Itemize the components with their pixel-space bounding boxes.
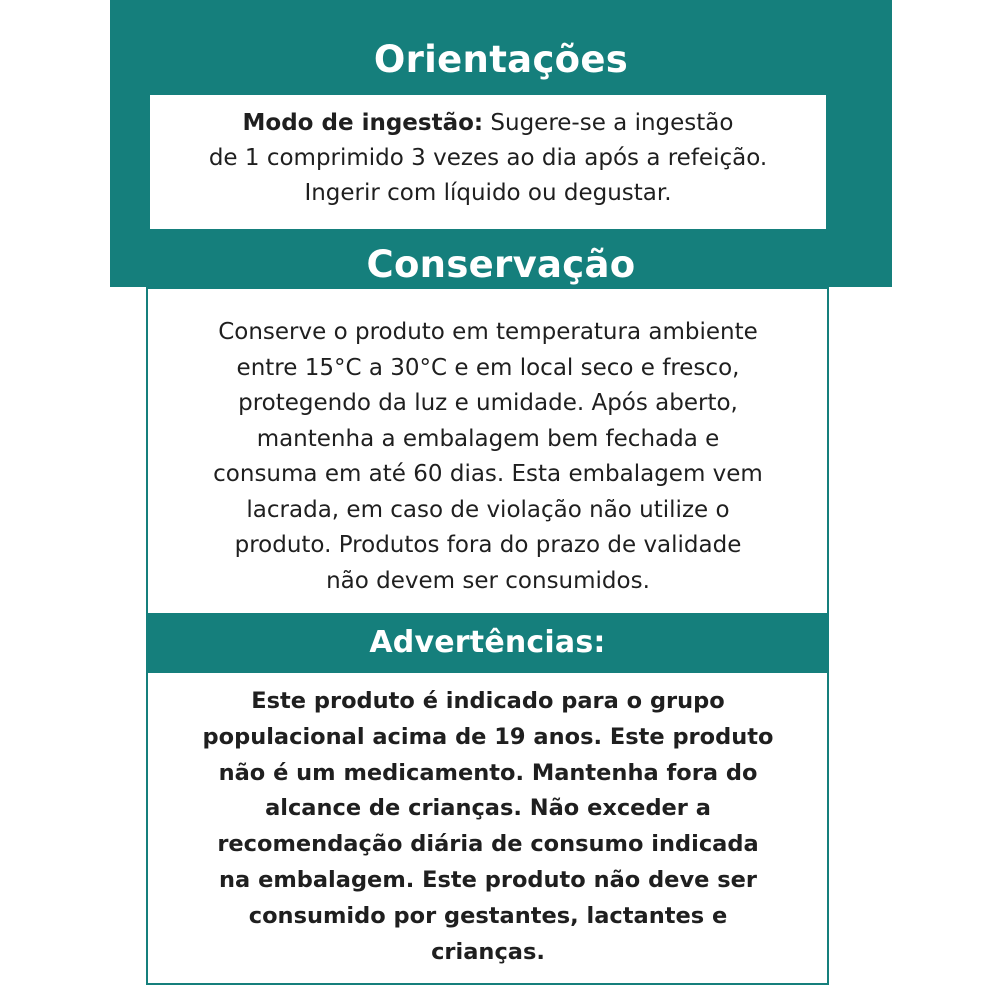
- advertencias-line: não é um medicamento. Mantenha fora do: [218, 759, 758, 786]
- conservacao-line: Conserve o produto em temperatura ambiente: [218, 319, 758, 345]
- orientacoes-line-2: de 1 comprimido 3 vezes ao dia após a refeição.: [208, 145, 768, 171]
- advertencias-line: alcance de crianças. Não exceder a: [265, 795, 711, 822]
- conservacao-line: produto. Produtos fora do prazo de validade: [234, 532, 742, 558]
- conservacao-line: protegendo da luz e umidade. Após aberto,: [238, 390, 738, 416]
- orientacoes-line-3: Ingerir com líquido ou degustar.: [304, 180, 672, 206]
- orientacoes-title: Orientações: [373, 38, 629, 81]
- modo-ingestao-label: Modo de ingestão:: [242, 110, 484, 136]
- advertencias-line: crianças.: [431, 938, 545, 965]
- advertencias-line: consumido por gestantes, lactantes e: [248, 902, 728, 929]
- advertencias-line: recomendação diária de consumo indicada: [217, 831, 759, 858]
- conservacao-title: Conservação: [366, 243, 636, 286]
- orientacoes-line-1-text: Sugere-se a ingestão: [483, 110, 734, 136]
- advertencias-title: Advertências:: [146, 613, 829, 673]
- conservacao-panel: [150, 305, 826, 612]
- advertencias-panel: [150, 680, 826, 980]
- conservacao-line: mantenha a embalagem bem fechada e: [256, 425, 720, 452]
- conservacao-line: lacrada, em caso de violação não utilize o: [246, 496, 730, 523]
- advertencias-line: populacional acima de 19 anos. Este produto: [202, 723, 774, 750]
- advertencias-line: na embalagem. Este produto não deve ser: [219, 866, 757, 893]
- conservacao-line: entre 15°C a 30°C e em local seco e fresco,: [236, 354, 740, 381]
- conservacao-line: não devem ser consumidos.: [326, 567, 650, 594]
- orientacoes-panel: [150, 95, 826, 229]
- advertencias-line: Este produto é indicado para o grupo: [251, 688, 725, 714]
- conservacao-line: consuma em até 60 dias. Esta embalagem vem: [213, 461, 763, 487]
- orientacoes-line-1: [150, 106, 826, 141]
